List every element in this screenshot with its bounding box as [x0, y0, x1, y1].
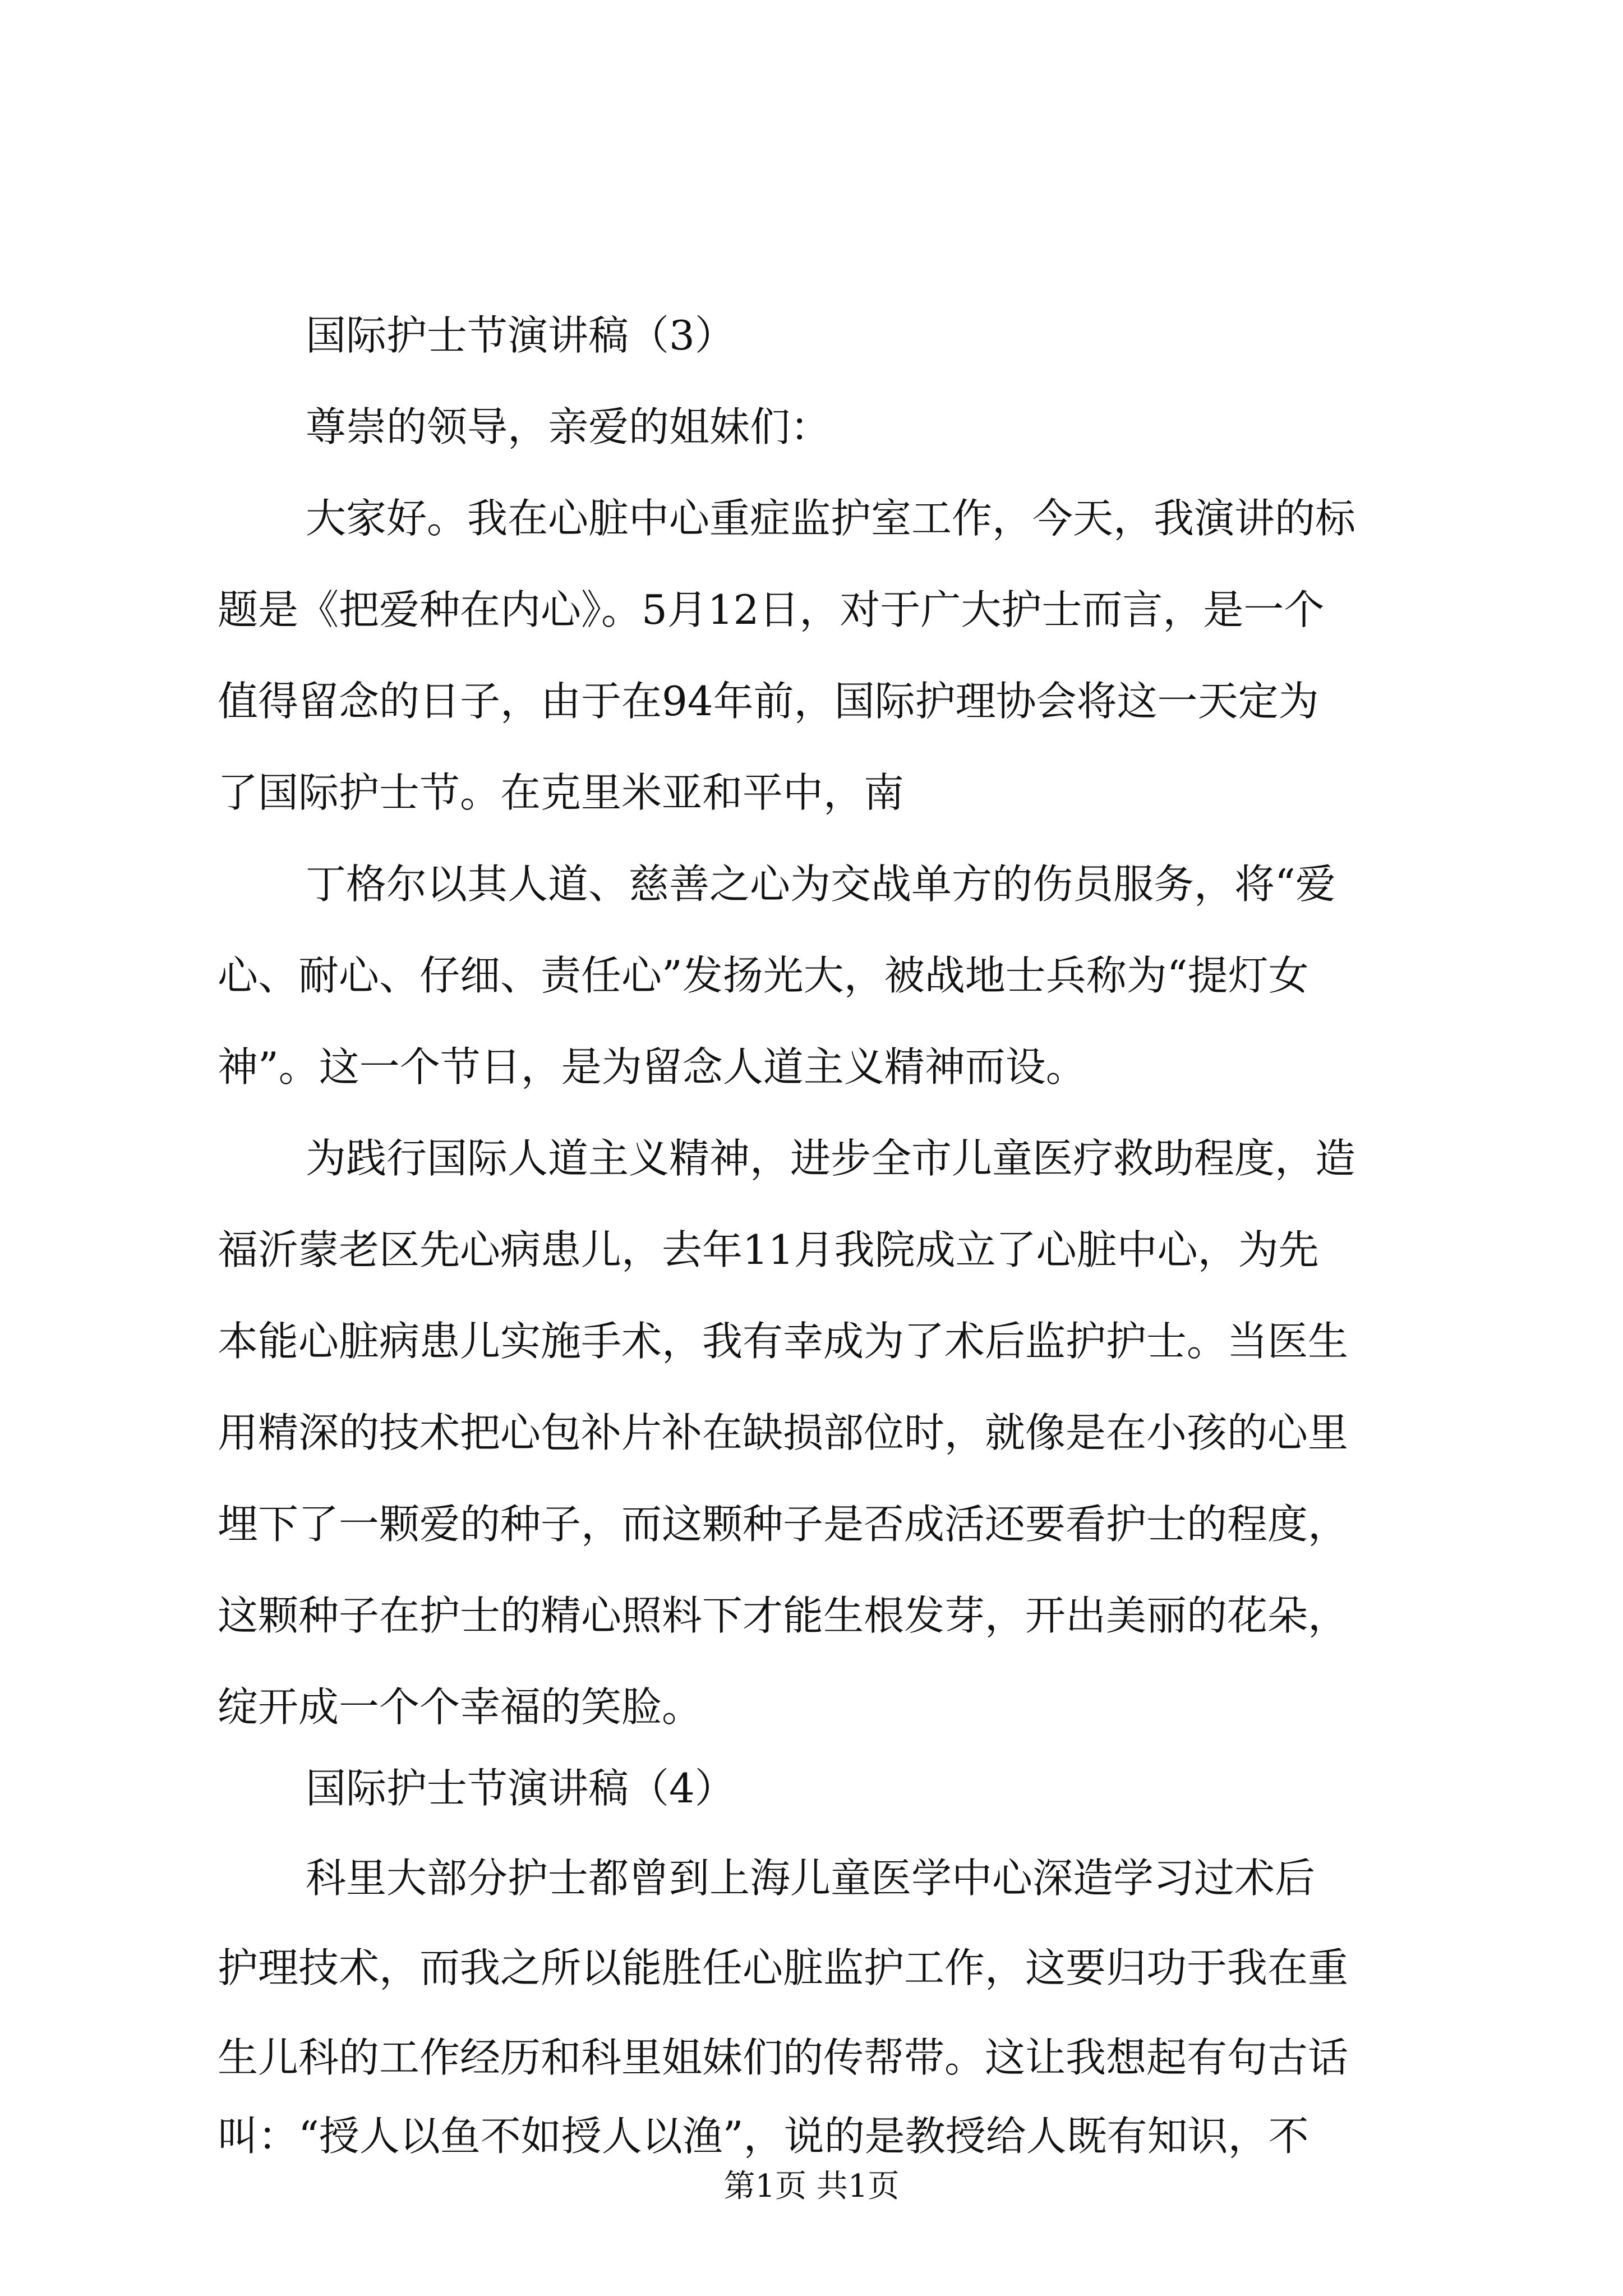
paragraph-line: 丁格尔以其人道、慈善之心为交战单方的伤员服务，将“爱 — [306, 861, 1336, 908]
paragraph-line: 福沂蒙老区先心病患儿，去年11月我院成立了心脏中心，为先 — [218, 1226, 1319, 1273]
paragraph-line: 本能心脏病患儿实施手术，我有幸成为了术后监护护士。当医生 — [218, 1318, 1349, 1365]
paragraph-line: 埋下了一颗爱的种子，而这颗种子是否成活还要看护士的程度， — [218, 1501, 1349, 1548]
heading-speech-3: 国际护士节演讲稿（3） — [306, 312, 735, 359]
paragraph-line: 题是《把爱种在内心》。5月12日，对于广大护士而言，是一个 — [218, 586, 1325, 633]
paragraph-line: 叫：“授人以鱼不如授人以渔”，说的是教授给人既有知识，不 — [218, 2113, 1309, 2160]
paragraph-line: 心、耐心、仔细、责任心”发扬光大，被战地士兵称为“提灯女 — [218, 952, 1309, 999]
paragraph-line: 护理技术，而我之所以能胜任心脏监护工作，这要归功于我在重 — [218, 1944, 1349, 1991]
page-footer: 第1页 共1页 — [723, 2168, 900, 2205]
paragraph-line: 科里大部分护士都曾到上海儿童医学中心深造学习过术后 — [306, 1855, 1316, 1902]
paragraph-line: 用精深的技术把心包补片补在缺损部位时，就像是在小孩的心里 — [218, 1409, 1349, 1456]
paragraph-line: 神”。这一个节日，是为留念人道主义精神而设。 — [218, 1043, 1086, 1091]
heading-speech-4: 国际护士节演讲稿（4） — [306, 1765, 735, 1812]
paragraph-line: 这颗种子在护士的精心照料下才能生根发芽，开出美丽的花朵， — [218, 1592, 1349, 1639]
paragraph-line: 了国际护士节。在克里米亚和平中，南 — [218, 769, 905, 816]
paragraph-line: 绽开成一个个幸福的笑脸。 — [218, 1683, 703, 1731]
paragraph-line: 生儿科的工作经历和科里姐妹们的传帮带。这让我想起有句古话 — [218, 2034, 1349, 2081]
paragraph-line: 值得留念的日子，由于在94年前，国际护理协会将这一天定为 — [218, 678, 1319, 725]
paragraph-line: 为践行国际人道主义精神，进步全市儿童医疗救助程度，造 — [306, 1135, 1356, 1182]
paragraph-line: 大家好。我在心脏中心重症监护室工作，今天，我演讲的标 — [306, 495, 1356, 542]
salutation: 尊崇的领导，亲爱的姐妹们： — [306, 403, 831, 450]
